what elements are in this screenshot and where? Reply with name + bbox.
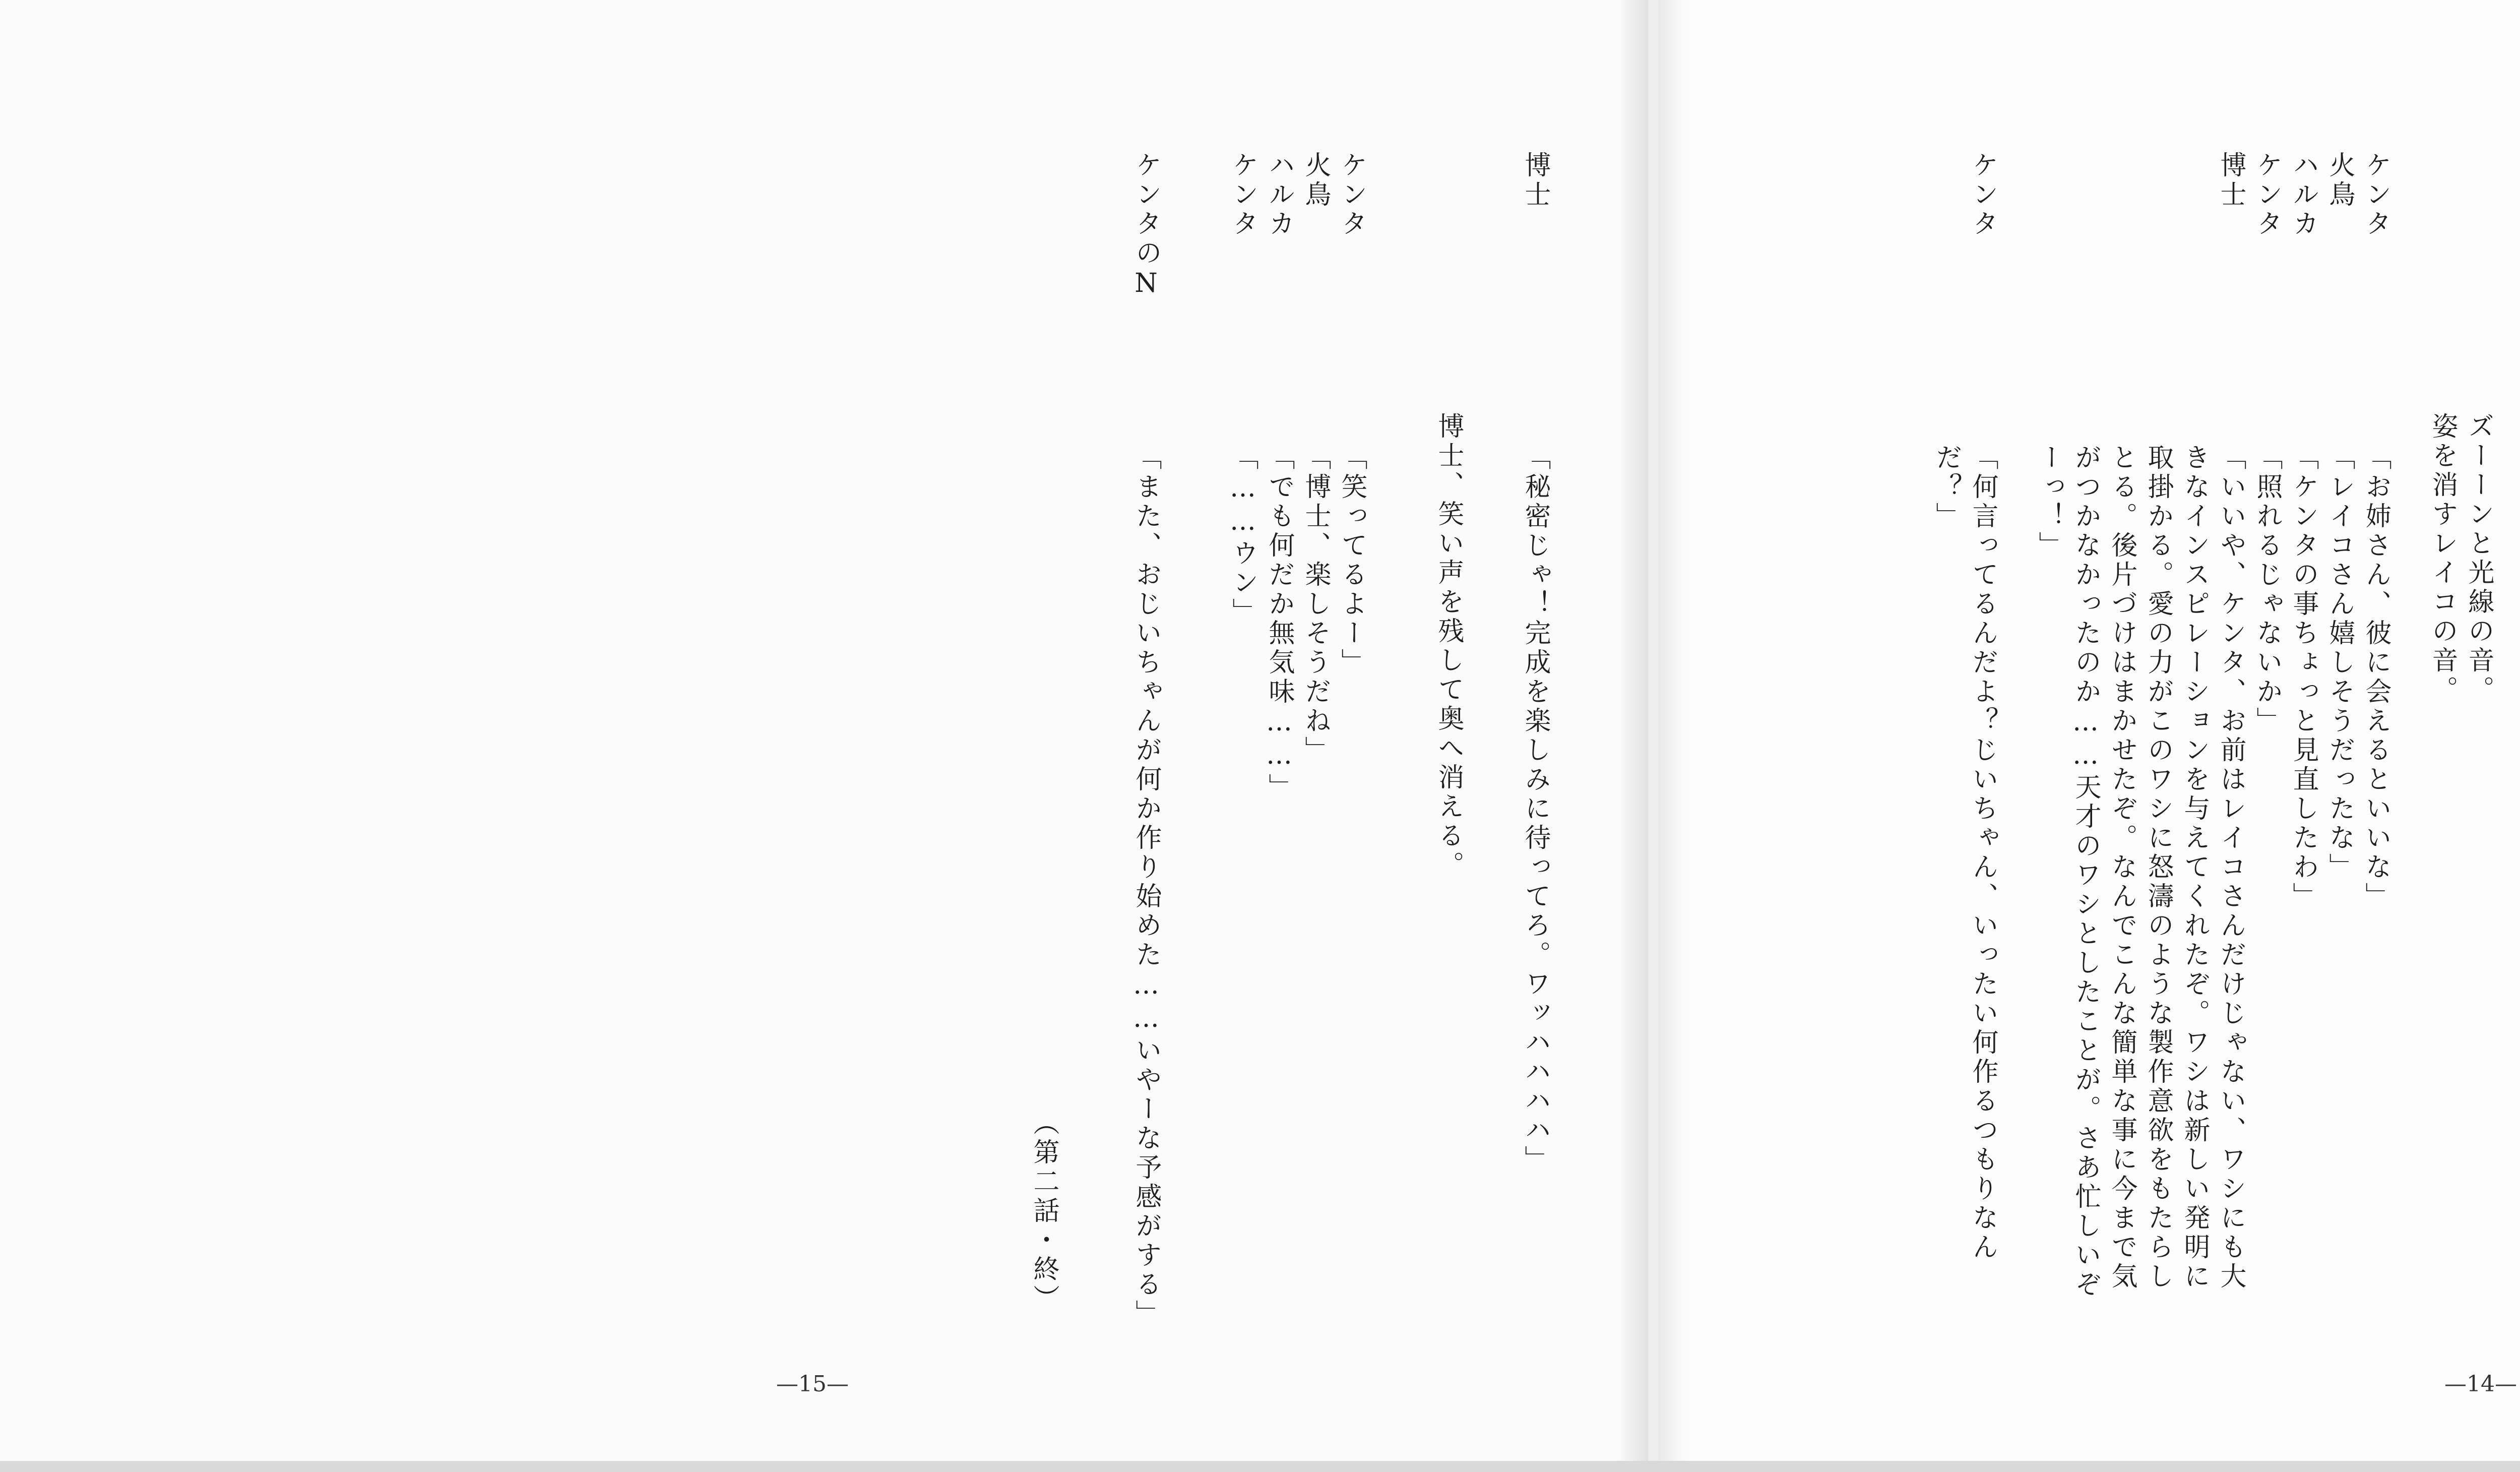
dialogue-line: 「ケンタの事ちょっと見直したわ」 [2288, 444, 2318, 911]
speaker-name: 博士 [2216, 151, 2246, 210]
dialogue-line: だ？」 [1931, 444, 1962, 531]
dialogue-line: ーっ！」 [2034, 444, 2064, 561]
scan-bottom-edge [0, 1461, 2520, 1472]
gutter-shadow [1658, 0, 1688, 1472]
dialogue-line: 「秘密じゃ！完成を楽しみに待ってろ。ワッハハハハ」 [1520, 444, 1550, 1175]
speaker-name: ケンタ [1337, 151, 1367, 239]
speaker-name: ハルカ [2288, 151, 2318, 239]
speaker-name: 火鳥 [1300, 151, 1331, 210]
dialogue-line: 「でも何だか無気味……」 [1264, 444, 1294, 803]
dialogue-line: 「いいや、ケンタ、お前はレイコさんだけじゃない、ワシにも大 [2216, 444, 2246, 1292]
dialogue-line: 「レイコさん嬉しそうだったな」 [2324, 444, 2355, 882]
stage-direction: ズーーンと光線の音。 [2464, 412, 2494, 705]
dialogue-line: 「博士、楽しそうだね」 [1300, 444, 1331, 765]
dialogue-line: 「笑ってるよー」 [1337, 444, 1367, 678]
gutter-shadow [1618, 0, 1648, 1472]
dialogue-line: 「何言ってるんだよ？じいちゃん、いったい何作るつもりなん [1968, 444, 1998, 1262]
speaker-name: ケンタ [2361, 151, 2391, 239]
dialogue-line: 取掛かる。愛の力がこのワシに怒濤のような製作意欲をもたらし [2143, 444, 2173, 1292]
speaker-name: ケンタ [1228, 151, 1258, 239]
dialogue-line: きなインスピレーションを与えてくれたぞ。ワシは新しい発明に [2179, 444, 2210, 1292]
speaker-name: ケンタのN [1131, 151, 1161, 301]
dialogue-line: 「また、おじいちゃんが何か作り始めた……いやーな予感がする」 [1131, 444, 1161, 1329]
speaker-name: 火鳥 [2324, 151, 2355, 210]
dialogue-line: 「お姉さん、彼に会えるといいな」 [2361, 444, 2391, 911]
speaker-name: ケンタ [2252, 151, 2282, 239]
end-note: （第二話・終） [1029, 1109, 1059, 1314]
stage-direction: 姿を消すレイコの音。 [2427, 412, 2458, 705]
speaker-name: 博士 [1520, 151, 1550, 210]
dialogue-line: とる。後片づけはまかせたぞ。なんでこんな簡単な事に今まで気 [2107, 444, 2137, 1292]
stage-direction: 博士、笑い声を残して奥へ消える。 [1433, 412, 1464, 880]
speaker-name: ハルカ [1264, 151, 1294, 239]
page-number-right: —14— [2444, 1371, 2517, 1397]
page-number-left: —15— [776, 1371, 849, 1397]
dialogue-line: がつかなかったのか……天才のワシとしたことが。さあ忙しいぞ [2070, 444, 2101, 1300]
speaker-name: ケンタ [1968, 151, 1998, 239]
dialogue-line: 「照れるじゃないか」 [2252, 444, 2282, 736]
dialogue-line: 「……ウン」 [1228, 444, 1258, 627]
